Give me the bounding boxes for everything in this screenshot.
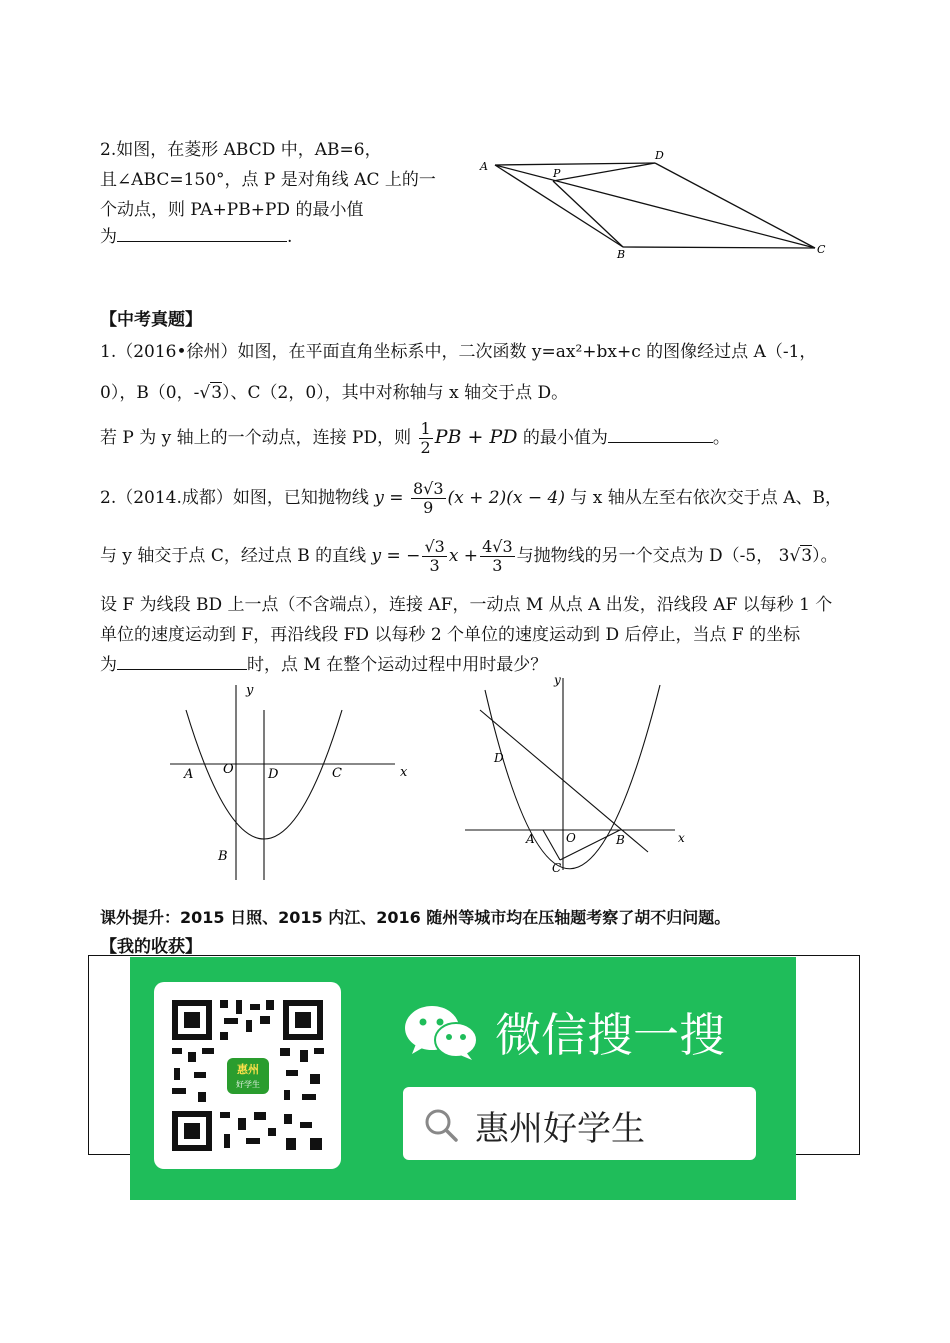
- p1-line3b: 的最小值为: [522, 428, 608, 448]
- p2-line2-sqrt: 3: [801, 546, 813, 566]
- graph2: [460, 670, 695, 875]
- q2-line4-prefix: 为: [100, 227, 117, 247]
- p1-line2a: 0），B（0，-: [100, 383, 200, 403]
- p2-answer-blank: [117, 651, 247, 670]
- q2-line2: 且∠ABC=150°，点 P 是对角线 AC 上的一: [100, 170, 436, 190]
- search-title: 微信搜一搜: [495, 1008, 725, 1062]
- p1-line3c: 。: [712, 428, 730, 448]
- p2-eq2-frac1: [422, 538, 446, 575]
- edge-cb: [623, 247, 815, 248]
- p2-line2b: 与抛物线的另一个交点为 D（-5，: [516, 546, 774, 566]
- q2-line4: [100, 222, 292, 247]
- q2-line1: 2.如图，在菱形 ABCD 中，AB=6，: [100, 140, 382, 160]
- segment-pb: [553, 181, 623, 247]
- search-icon: [423, 1107, 459, 1143]
- p2-eq2-den1: 3: [429, 556, 440, 575]
- p2-line2a: 与 y 轴交于点 C，经过点 B 的直线: [100, 546, 367, 566]
- p2-eq2-den2: 3: [492, 556, 503, 575]
- label-y: y: [246, 683, 254, 698]
- p1-line2b: ）、C（2，0），其中对称轴与 x 轴交于点 D。: [222, 383, 569, 403]
- qr-card: [154, 982, 341, 1169]
- label-a: A: [480, 160, 488, 173]
- label-d: D: [268, 767, 279, 782]
- wechat-banner: [130, 957, 796, 1200]
- qr-logo-line1: 惠州: [237, 1063, 259, 1076]
- p2-line1a: 2.（2014.成都）如图，已知抛物线: [100, 488, 369, 508]
- search-text: 惠州好学生: [475, 1109, 645, 1149]
- p1-expr: PB + PD: [434, 426, 518, 448]
- edge-dc: [655, 163, 815, 248]
- label-p: P: [553, 167, 561, 180]
- p1-line3: [100, 420, 730, 457]
- edge-ad: [495, 163, 655, 165]
- graph1: [170, 680, 415, 885]
- p2-line1: [100, 480, 842, 517]
- p2-eq2-mid: x +: [448, 546, 479, 566]
- p2-line5b: 时，点 M 在整个运动过程中用时最少？: [247, 655, 548, 675]
- p2-eq1-rhs: (x + 2)(x − 4): [447, 488, 565, 508]
- label-x: x: [678, 831, 685, 845]
- p1-answer-blank: [608, 424, 713, 443]
- p2-eq2-frac2: [480, 538, 515, 575]
- p2-line3: 设 F 为线段 BD 上一点（不含端点），连接 AF，一动点 M 从点 A 出发，沿线段 AF 以每秒 1 个: [100, 595, 833, 615]
- p2-eq2-num2: 4√3: [482, 537, 513, 556]
- diagonal-ac: [495, 165, 815, 248]
- p2-line2c: ）。: [812, 546, 838, 566]
- p1-sqrt: 3: [211, 383, 223, 403]
- p1-line3a: 若 P 为 y 轴上的一个动点，连接 PD，则: [100, 428, 412, 448]
- p1-line1: 1.（2016•徐州）如图，在平面直角坐标系中，二次函数 y=ax²+bx+c 的图像经过点 A（-1，: [100, 342, 817, 362]
- p2-eq1-lhs: y =: [374, 488, 404, 508]
- p2-line2: 与 y 轴交于点 C，经过点 B 的直线 y = − $\frac{√3}{3}$ x + $\frac{4√3}{3}$ 与抛物线的另一个交点为 D（-5， 3√3）。: [100, 537, 838, 575]
- label-c: C: [552, 861, 562, 875]
- rhombus-diagram: [475, 145, 835, 265]
- q2-line4-suffix: .: [287, 227, 293, 247]
- label-o: O: [223, 762, 234, 777]
- p2-eq1-den: 9: [423, 498, 434, 517]
- label-d: D: [655, 149, 664, 162]
- label-b: B: [617, 248, 626, 261]
- label-y: y: [554, 673, 561, 687]
- line-bd: [480, 710, 648, 852]
- p1-frac-num: 1: [420, 419, 431, 438]
- wechat-icon: [402, 1002, 482, 1064]
- search-box[interactable]: [403, 1087, 756, 1160]
- label-a: A: [184, 767, 194, 782]
- q2-line3: 个动点，则 PA+PB+PD 的最小值: [100, 200, 364, 220]
- label-c: C: [332, 766, 342, 781]
- label-d: D: [494, 751, 504, 765]
- p2-eq2-lhs: y = −: [371, 546, 421, 566]
- p1-line2: 0），B（0，-√3）、C（2，0），其中对称轴与 x 轴交于点 D。: [100, 383, 569, 403]
- label-b: B: [218, 849, 228, 864]
- p2-line4: 单位的速度运动到 F，再沿线段 FD 以每秒 2 个单位的速度运动到 D 后停止，当点 F 的坐标: [100, 625, 801, 645]
- p2-eq1-frac: [411, 480, 446, 517]
- qr-logo-line2: 好学生: [236, 1080, 260, 1089]
- label-x: x: [400, 765, 408, 780]
- p2-line1b: 与 x 轴从左至右依次交于点 A、B，: [570, 488, 842, 508]
- p1-frac-den: 2: [420, 438, 431, 457]
- p2-line5a: 为: [100, 655, 117, 675]
- section-harvest: 【我的收获】: [100, 937, 202, 957]
- extra-line: 课外提升：2015 日照、2015 内江、2016 随州等城市均在压轴题考察了胡不归问题。: [100, 908, 731, 927]
- answer-blank: [117, 223, 287, 242]
- label-o: O: [566, 831, 576, 845]
- segment-pd: [553, 163, 655, 181]
- label-a: A: [526, 832, 535, 846]
- p1-fraction: [419, 420, 433, 457]
- label-b: B: [616, 833, 625, 847]
- section-zhongkao: 【中考真题】: [100, 310, 202, 330]
- p2-eq2-num1: √3: [424, 537, 445, 556]
- p2-eq1-num: 8√3: [412, 479, 444, 498]
- qr-code: [154, 982, 341, 1169]
- label-c: C: [817, 243, 826, 256]
- p2-line2-sqrt-pre: 3: [778, 546, 790, 566]
